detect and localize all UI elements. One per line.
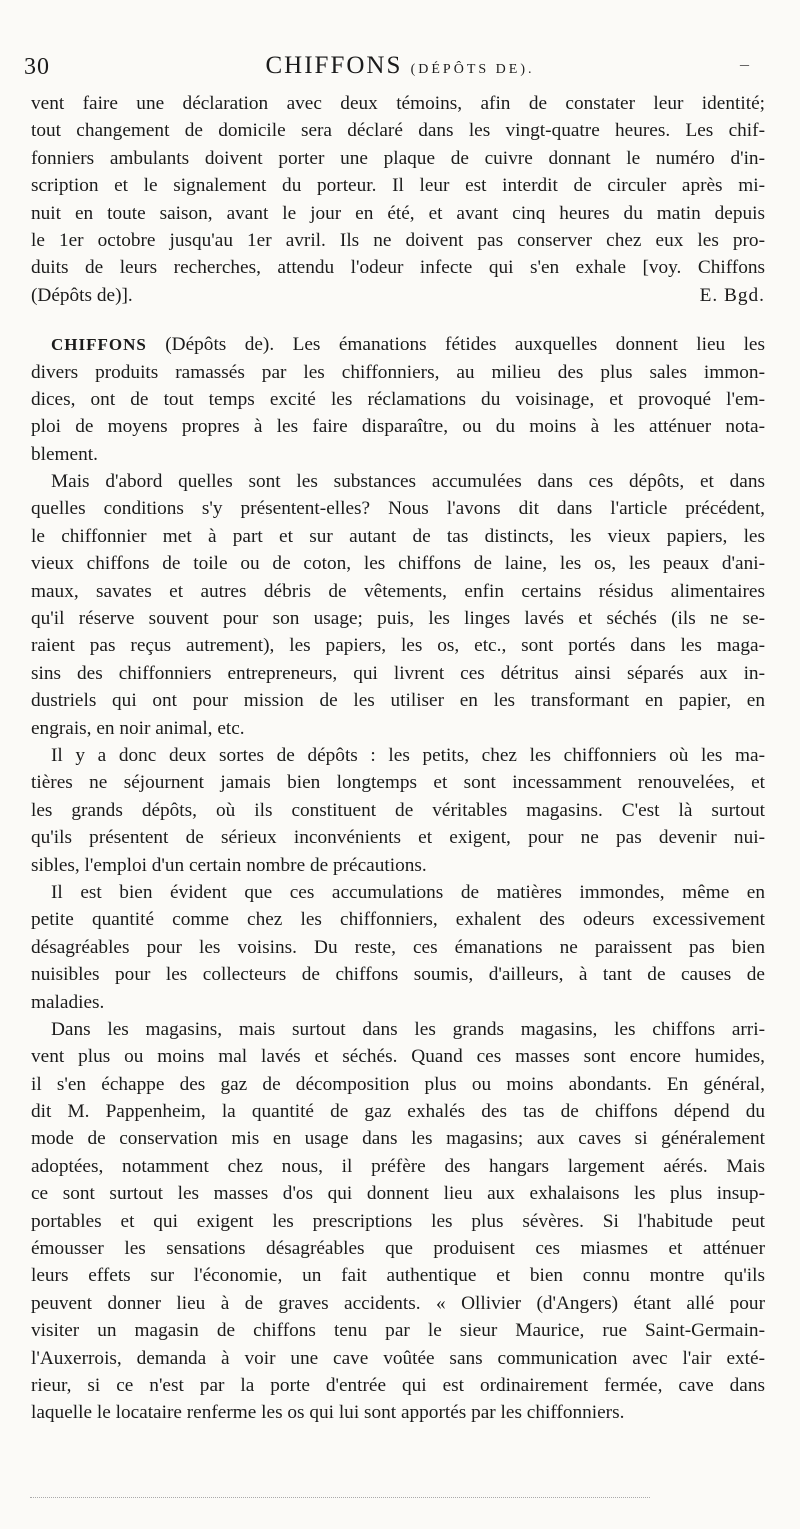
text-line: petite quantité comme chez les chiffonniers, exhalent des odeurs excessivement	[31, 909, 765, 931]
text-line: Il y a donc deux sortes de dépôts : les petits, chez les chiffonniers où les ma-	[51, 744, 765, 766]
text-line: engrais, en noir animal, etc.	[31, 717, 245, 739]
text-line: vieux chiffons de toile ou de coton, les chiffons de laine, les os, les peaux d'ani-	[31, 553, 765, 575]
text-line: divers produits ramassés par les chiffonniers, au milieu des plus sales immon-	[31, 361, 765, 383]
text-line: Il est bien évident que ces accumulations de matières immondes, même en	[51, 881, 765, 903]
text-line: Mais d'abord quelles sont les substances accumulées dans ces dépôts, et dans	[51, 471, 765, 493]
text-line: leurs effets sur l'économie, un fait authentique et bien connu montre qu'ils	[31, 1265, 765, 1287]
section-first-line	[31, 331, 765, 358]
page-number: 30	[24, 54, 50, 80]
running-head	[0, 52, 800, 80]
text-line: qu'il réserve souvent pour son usage; puis, les linges lavés et séchés (ils ne se-	[31, 608, 765, 630]
text-line: blement.	[31, 443, 98, 465]
text-line: ce sont surtout les masses d'os qui donnent lieu aux exhalaisons les plus insup-	[31, 1183, 765, 1205]
text-line: l'Auxerrois, demanda à voir une cave voûtée sans communication avec l'air exté-	[31, 1347, 765, 1369]
text-line: nuit en toute saison, avant le jour en été, et avant cinq heures du matin depuis	[31, 202, 765, 224]
text-line: vent plus ou moins mal lavés et séchés. Quand ces masses sont encore humides,	[31, 1046, 765, 1068]
text-fragment: (Dépôts de)].	[31, 284, 133, 306]
text-line: maladies.	[31, 991, 105, 1013]
text-line: le chiffonnier met à part et sur autant de tas distincts, les vieux papiers, les	[31, 525, 765, 547]
text-line: quelles conditions s'y présentent-elles? Nous l'avons dit dans l'article précédent,	[31, 498, 765, 520]
section-gap	[31, 309, 765, 331]
text-line: émousser les sensations désagréables que produisent ces miasmes et atténuer	[31, 1238, 765, 1260]
text-line	[31, 282, 765, 309]
running-head-main: CHIFFONS	[265, 52, 403, 79]
corner-mark: –	[740, 54, 749, 74]
text-line: dices, ont de tout temps excité les réclamations du voisinage, et provoqué l'em-	[31, 388, 765, 410]
text-line: duits de leurs recherches, attendu l'odeur infecte qui s'en exhale [voy. Chiffons	[31, 257, 765, 279]
text-line: raient pas reçus autrement), les papiers, les os, etc., sont portés dans les maga-	[31, 635, 765, 657]
author-signature: E. Bgd.	[699, 284, 765, 306]
text-line: le 1er octobre jusqu'au 1er avril. Ils ne doivent pas conserver chez eux les pro-	[31, 229, 765, 251]
text-line: qu'ils présentent de sérieux inconvénients et exigent, pour ne pas devenir nui-	[31, 827, 765, 849]
running-head-sub: (DÉPÔTS DE).	[410, 62, 535, 77]
article-body	[31, 90, 765, 1427]
text-line: Dans les magasins, mais surtout dans les grands magasins, les chiffons arri-	[51, 1018, 765, 1040]
text-line: vent faire une déclaration avec deux témoins, afin de constater leur identité;	[31, 93, 765, 114]
text-line: rieur, si ce n'est par la porte d'entrée qui est ordinairement fermée, cave dans	[31, 1374, 765, 1396]
text-line: nuisibles pour les collecteurs de chiffons soumis, d'ailleurs, à tant de causes de	[31, 964, 765, 986]
text-line: portables et qui exigent les prescriptions les plus sévères. Si l'habitude peut	[31, 1210, 765, 1232]
page-header	[0, 48, 800, 88]
text-line: tout changement de domicile sera déclaré dans les vingt-quatre heures. Les chif-	[31, 120, 765, 142]
footer-rule	[30, 1497, 650, 1498]
text-line: fonniers ambulants doivent porter une plaque de cuivre donnant le numéro d'in-	[31, 147, 765, 169]
text-line: sibles, l'emploi d'un certain nombre de précautions.	[31, 854, 427, 876]
text-line: dustriels qui ont pour mission de les utiliser en les transformant en papier, en	[31, 690, 765, 712]
text-line: scription et le signalement du porteur. Il leur est interdit de circuler après mi-	[31, 175, 765, 197]
section-heading: CHIFFONS	[51, 335, 147, 355]
text-line: les grands dépôts, où ils constituent de véritables magasins. C'est là surtout	[31, 799, 765, 821]
text-line: peuvent donner lieu à de graves accidents. « Ollivier (d'Angers) étant allé pour	[31, 1292, 765, 1314]
text-fragment: (Dépôts de). Les émanations fétides auxquelles donnent lieu les	[165, 334, 765, 356]
text-line: tières ne séjournent jamais bien longtemps et sont incessamment renouvelées, et	[31, 772, 765, 794]
text-line: maux, savates et autres débris de vêtements, enfin certains résidus alimentaires	[31, 580, 765, 602]
text-line: laquelle le locataire renferme les os qui lui sont apportés par les chiffonniers.	[31, 1402, 625, 1424]
text-line: sins des chiffonniers entrepreneurs, qui livrent ces détritus ainsi séparés aux in-	[31, 662, 765, 684]
text-line: adoptées, notamment chez nous, il préfère des hangars largement aérés. Mais	[31, 1155, 765, 1177]
text-line: il s'en échappe des gaz de décomposition plus ou moins abondants. En général,	[31, 1073, 765, 1095]
text-line: désagréables pour les voisins. Du reste, ces émanations ne paraissent pas bien	[31, 936, 765, 958]
text-line: dit M. Pappenheim, la quantité de gaz exhalés des tas de chiffons dépend du	[31, 1101, 765, 1123]
text-line: mode de conservation mis en usage dans les magasins; aux caves si généralement	[31, 1128, 765, 1150]
text-line: ploi de moyens propres à les faire disparaître, ou du moins à les atténuer nota-	[31, 416, 765, 438]
text-line: visiter un magasin de chiffons tenu par le sieur Maurice, rue Saint-Germain-	[31, 1320, 765, 1342]
